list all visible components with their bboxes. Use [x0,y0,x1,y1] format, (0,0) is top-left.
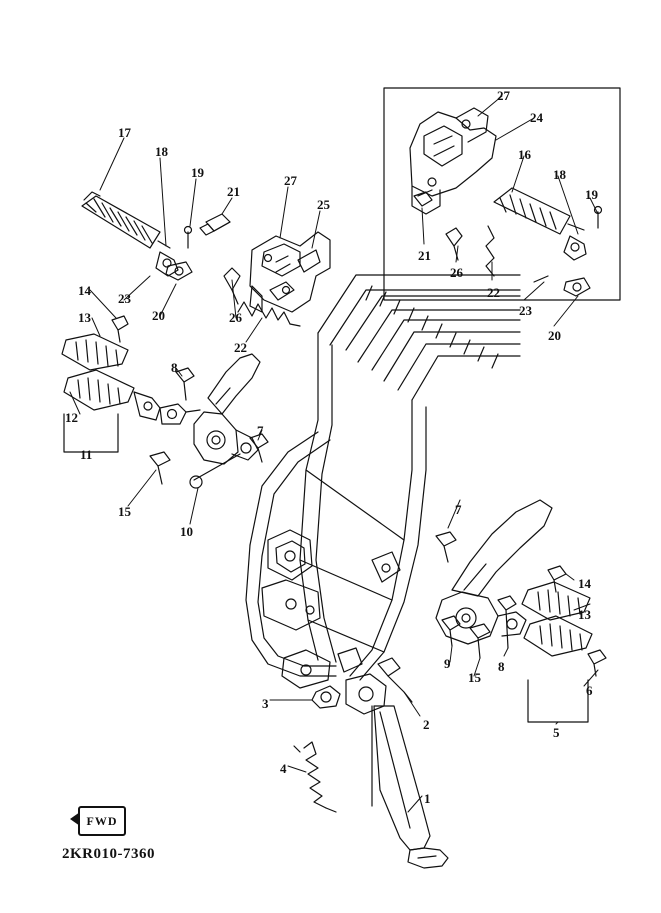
fwd-marker [78,806,126,836]
callout-26-left: 26 [229,310,242,325]
callout-26-right: 26 [450,265,463,280]
side-stand-group [294,658,448,868]
callout-21-right: 21 [418,248,431,263]
callout-2: 2 [423,717,430,732]
callout-15-right: 15 [468,670,481,685]
callout-18-left: 18 [155,144,168,159]
callout-1: 1 [424,791,431,806]
callout-19-right: 19 [585,187,598,202]
callout-11: 11 [80,447,93,462]
callout-18-right: 18 [553,167,566,182]
callout-6: 6 [586,683,593,698]
callout-10: 10 [180,524,193,539]
callout-23-right: 23 [519,303,532,318]
leader-lines [70,96,598,812]
callout-22-right: 22 [487,285,500,300]
callout-13-right: 13 [578,607,591,622]
callout-20-left: 20 [152,308,165,323]
callout-5: 5 [553,725,560,740]
callout-8-right: 8 [498,659,505,674]
callout-7-right: 7 [455,502,462,517]
callout-19-left: 19 [191,165,204,180]
callout-16: 16 [518,147,531,162]
callout-14-left: 14 [78,283,91,298]
callout-14-right: 14 [578,576,591,591]
callout-4: 4 [280,761,287,776]
callout-9: 9 [444,656,451,671]
callout-17: 17 [118,125,131,140]
callout-22-left: 22 [234,340,247,355]
callout-3: 3 [262,696,269,711]
callout-8-left: 8 [171,360,178,375]
callout-12: 12 [65,410,78,425]
callout-27-left: 27 [284,173,297,188]
callout-27-right: 27 [497,88,510,103]
callout-20-right: 20 [548,328,561,343]
callout-25: 25 [317,197,330,212]
callout-24: 24 [530,110,543,125]
callout-7-left: 7 [257,423,264,438]
callout-15-left: 15 [118,504,131,519]
callout-23-left: 23 [118,291,131,306]
callout-13-left: 13 [78,310,91,325]
fwd-label: FWD [86,813,118,828]
diagram-part-number: 2KR010-7360 [62,846,155,862]
callout-21-left: 21 [227,184,240,199]
